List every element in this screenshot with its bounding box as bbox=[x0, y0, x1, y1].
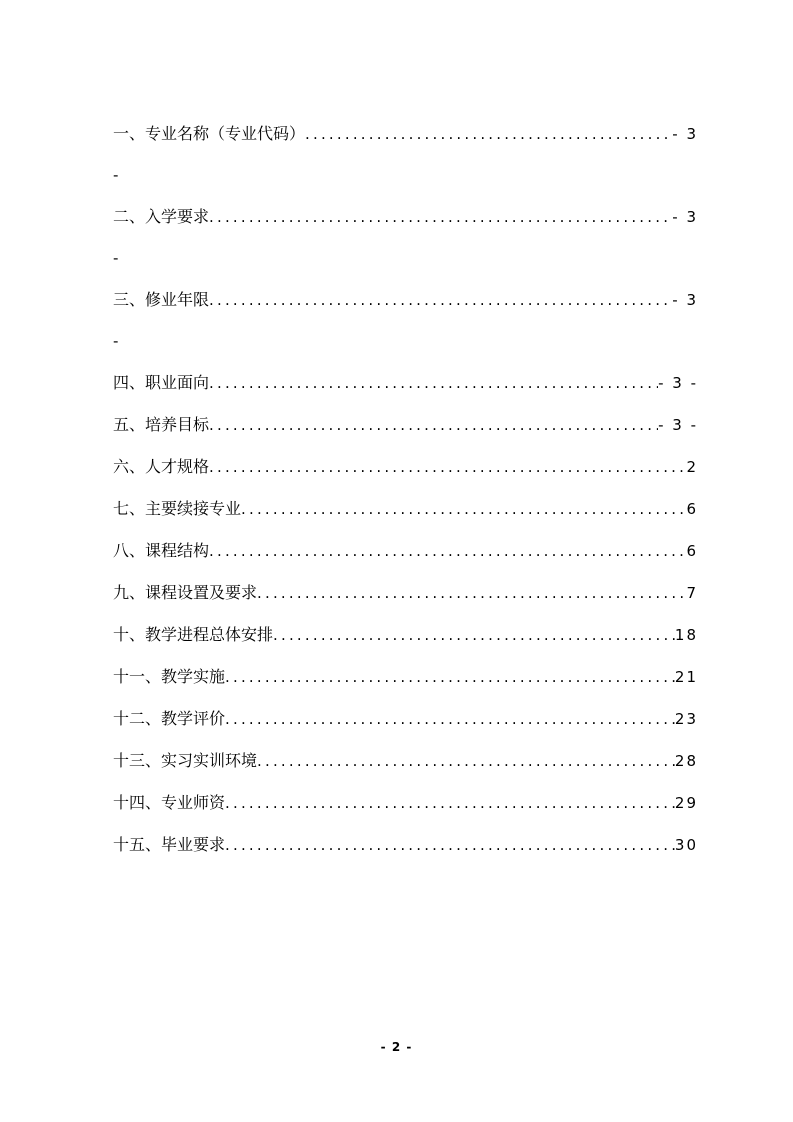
toc-page-number: 23 bbox=[674, 710, 698, 728]
toc-dot-leader bbox=[225, 698, 675, 740]
toc-entry-title: 三、修业年限 bbox=[113, 290, 210, 309]
toc-dot-leader bbox=[273, 614, 675, 656]
toc-dot-leader bbox=[209, 279, 672, 321]
toc-entry-title: 八、课程结构 bbox=[113, 541, 210, 560]
toc-entry-title: 四、职业面向 bbox=[113, 373, 210, 392]
toc-page-number: 28 bbox=[674, 752, 698, 770]
toc-entry[interactable] bbox=[113, 656, 698, 698]
toc-entry-title: 十二、教学评价 bbox=[113, 709, 226, 728]
toc-dot-leader bbox=[209, 530, 686, 572]
toc-entry-title: 九、课程设置及要求 bbox=[113, 583, 258, 602]
toc-entry[interactable] bbox=[113, 824, 698, 866]
toc-dot-leader bbox=[225, 782, 675, 824]
toc-entry-title: 十三、实习实训环境 bbox=[113, 751, 258, 770]
toc-entry-title: 五、培养目标 bbox=[113, 415, 210, 434]
toc-dot-leader bbox=[209, 404, 658, 446]
toc-entry[interactable] bbox=[113, 279, 698, 362]
toc-entry-title: 十、教学进程总体安排 bbox=[113, 625, 274, 644]
toc-page-number: 6 bbox=[686, 542, 698, 560]
toc-entry-title: 十一、教学实施 bbox=[113, 667, 226, 686]
toc-entry[interactable] bbox=[113, 740, 698, 782]
toc-entry-title: 一、专业名称（专业代码） bbox=[113, 124, 306, 143]
toc-entry[interactable] bbox=[113, 614, 698, 656]
toc-page-number: - 3 - bbox=[658, 416, 698, 434]
toc-entry-title: 七、主要续接专业 bbox=[113, 499, 242, 518]
toc-page-number: 18 bbox=[674, 626, 698, 644]
toc-entry[interactable] bbox=[113, 446, 698, 488]
toc-dot-leader bbox=[225, 824, 675, 866]
toc-dot-leader bbox=[209, 362, 658, 404]
toc-dot-leader bbox=[257, 572, 686, 614]
toc-page-number: 30 bbox=[674, 836, 698, 854]
toc-page-number: 21 bbox=[674, 668, 698, 686]
toc-entry[interactable] bbox=[113, 488, 698, 530]
toc-entry[interactable] bbox=[113, 113, 698, 196]
toc-page-number: - 3 bbox=[672, 208, 698, 226]
toc-dot-leader bbox=[305, 113, 672, 155]
toc-dot-leader bbox=[209, 446, 686, 488]
toc-dot-leader bbox=[257, 740, 675, 782]
toc-page-number-continuation: - bbox=[113, 166, 119, 184]
toc-dot-leader bbox=[209, 196, 672, 238]
toc-page-number: 6 bbox=[686, 500, 698, 518]
toc-entry[interactable] bbox=[113, 698, 698, 740]
toc-page-number: - 3 - bbox=[658, 374, 698, 392]
toc-entry-title: 六、人才规格 bbox=[113, 457, 210, 476]
toc-entry-title: 二、入学要求 bbox=[113, 207, 210, 226]
toc-entry[interactable] bbox=[113, 782, 698, 824]
toc-entry-title: 十五、毕业要求 bbox=[113, 835, 226, 854]
toc-page-number: 2 bbox=[686, 458, 698, 476]
table-of-contents bbox=[113, 113, 698, 866]
toc-entry[interactable] bbox=[113, 572, 698, 614]
toc-dot-leader bbox=[225, 656, 675, 698]
toc-entry[interactable] bbox=[113, 362, 698, 404]
toc-page-number: 7 bbox=[686, 584, 698, 602]
toc-entry[interactable] bbox=[113, 196, 698, 279]
toc-dot-leader bbox=[241, 488, 686, 530]
toc-page-number-continuation: - bbox=[113, 249, 119, 267]
page-footer-number: - 2 - bbox=[380, 1040, 413, 1054]
toc-entry[interactable] bbox=[113, 530, 698, 572]
toc-page-number: - 3 bbox=[672, 125, 698, 143]
toc-page-number-continuation: - bbox=[113, 332, 119, 350]
toc-page-number: - 3 bbox=[672, 291, 698, 309]
toc-entry-title: 十四、专业师资 bbox=[113, 793, 226, 812]
toc-entry[interactable] bbox=[113, 404, 698, 446]
toc-page-number: 29 bbox=[674, 794, 698, 812]
